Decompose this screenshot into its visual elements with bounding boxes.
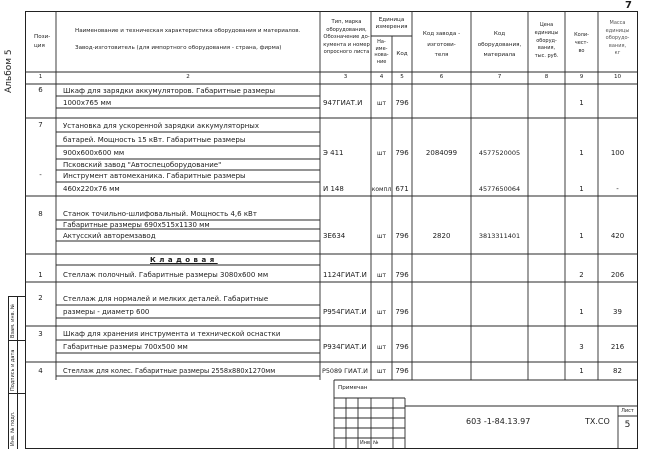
- row-name: Установка для ускоренной зарядки аккумуляторных: [63, 122, 259, 130]
- row-name: Габаритные размеры 690х515х1130 мм: [63, 221, 210, 229]
- corner-mark: 7: [625, 0, 632, 11]
- row-unit: шт: [377, 368, 386, 375]
- row-unit-code: 796: [395, 271, 409, 279]
- row-plant-code: 2084099: [425, 149, 458, 157]
- header-type: Тип, марка оборудования, Обозначение до- кумента и номер опросного листа: [323, 19, 370, 56]
- row-mass: 216: [610, 343, 625, 351]
- row-type: 3Е634: [323, 232, 346, 240]
- album-label: Альбом 5: [4, 49, 14, 93]
- row-position: 1: [38, 271, 43, 279]
- header-price: Цена единицы оборуд- вания, тыс. руб.: [534, 22, 559, 59]
- col-number: 8: [544, 74, 549, 80]
- row-quantity: 1: [579, 149, 584, 157]
- row-mass: 206: [610, 271, 625, 279]
- row-unit-code: 796: [395, 232, 409, 240]
- row-unit-code: 796: [395, 99, 409, 107]
- row-position: 4: [38, 367, 43, 375]
- row-unit-code: 796: [395, 308, 409, 316]
- row-quantity: 1: [579, 308, 584, 316]
- stamp-inv: Инв. № подл.: [10, 411, 16, 446]
- row-name: Станок точильно-шлифовальный. Мощность 4,6 кВт: [63, 210, 257, 218]
- row-unit-code: 671: [395, 185, 409, 193]
- row-type: Р5089 ГИАТ.И: [322, 367, 368, 375]
- header-unit-name: На- име- нова- ние: [374, 39, 389, 65]
- col-number: 6: [439, 74, 444, 80]
- col-number: 1: [38, 74, 43, 80]
- header-plant-code: Код завода - изготови- теля: [422, 31, 461, 59]
- header-name: Наименование и техническая характеристика оборудования и материалов.: [75, 28, 301, 34]
- row-name: Шкаф для хранения инструмента и технической оснастки: [63, 330, 281, 338]
- col-number: 5: [400, 74, 404, 80]
- sheet-label: Лист: [621, 408, 634, 414]
- row-name: Инструмент автомеханика. Габаритные размеры: [63, 172, 246, 180]
- header-unit-code: Код: [396, 51, 408, 57]
- row-mass: 82: [613, 367, 622, 375]
- row-mass: 420: [610, 232, 625, 240]
- row-unit-code: 796: [395, 343, 409, 351]
- row-position: 8: [38, 210, 43, 218]
- row-quantity: 1: [579, 232, 584, 240]
- stamp-replace: Взам. инв. №: [10, 304, 16, 338]
- header-position: Пози- ция: [34, 34, 51, 49]
- row-quantity: 1: [579, 99, 584, 107]
- section-title: Кладовая: [150, 256, 218, 264]
- row-unit-code: 796: [395, 367, 409, 375]
- row-name: 460х220х76 мм: [63, 185, 120, 193]
- row-name: Актусский авторемзавод: [63, 232, 156, 240]
- row-unit: шт: [377, 150, 386, 157]
- row-name: Шкаф для зарядки аккумуляторов. Габаритные размеры: [63, 87, 276, 95]
- col-number: 9: [579, 74, 584, 80]
- row-unit: шт: [377, 272, 386, 279]
- row-type: Р934ГИАТ.И: [323, 343, 367, 351]
- row-name: Псковский завод "Автоспецоборудование": [63, 161, 222, 169]
- row-name: размеры - диаметр 600: [63, 308, 150, 316]
- col-number: 4: [379, 74, 384, 80]
- col-number: 7: [497, 74, 502, 80]
- header-equipment-code: Код оборудования, материала: [477, 31, 522, 59]
- sheet-number: 5: [624, 420, 631, 430]
- row-quantity: 3: [579, 343, 584, 351]
- row-quantity: 1: [579, 367, 584, 375]
- row-name: батарей. Мощность 15 кВт. Габаритные размеры: [63, 136, 246, 144]
- row-position: -: [39, 171, 42, 179]
- row-quantity: 1: [579, 185, 584, 193]
- row-quantity: 2: [579, 271, 584, 279]
- row-unit: шт: [377, 344, 386, 351]
- row-name: Стеллаж полочный. Габаритные размеры 3080х600 мм: [63, 271, 269, 279]
- header-quantity: Коли- чест- во: [574, 32, 589, 54]
- sheet-code: ТХ.СО: [585, 417, 610, 426]
- stamp-sign: Подпись и дата: [10, 349, 16, 391]
- inv-label: Инв. №: [360, 440, 379, 446]
- row-mass: 100: [610, 149, 625, 157]
- row-unit: шт: [377, 100, 386, 107]
- row-type: 1124ГИАТ.И: [323, 271, 367, 279]
- header-unit: Единица измерения: [375, 17, 408, 31]
- row-type: Э 411: [323, 149, 344, 157]
- row-type: Р954ГИАТ.И: [323, 308, 367, 316]
- document-code: 603 -1-84.13.97: [466, 417, 531, 426]
- row-mass: 39: [613, 308, 622, 316]
- row-mass: -: [616, 185, 619, 193]
- row-type: 947ГИАТ.И: [323, 99, 363, 107]
- row-position: 6: [38, 86, 43, 94]
- row-name: 1000х765 мм: [63, 99, 112, 107]
- row-position: 3: [38, 330, 43, 338]
- row-unit: компл: [371, 186, 392, 193]
- row-position: 7: [38, 121, 43, 129]
- row-type: И 148: [323, 185, 344, 193]
- row-unit: шт: [377, 309, 386, 316]
- col-number: 3: [343, 74, 348, 80]
- row-name: 900х600х600 мм: [63, 149, 125, 157]
- header-plant: Завод-изготовитель (для импортного оборудования - страна, фирма): [75, 45, 282, 51]
- row-name: Стеллаж для нормалей и мелких деталей. Габаритные: [63, 295, 269, 303]
- row-unit-code: 796: [395, 149, 409, 157]
- row-equipment-code: 4577520005: [478, 149, 521, 157]
- notes-label: Примечан: [338, 385, 368, 391]
- row-name: Габаритные размеры 700х500 мм: [63, 343, 188, 351]
- row-unit: шт: [377, 233, 386, 240]
- row-plant-code: 2820: [432, 232, 451, 240]
- col-number: 10: [613, 74, 622, 80]
- row-name: Стеллаж для колес. Габаритные размеры 2558х880х1270мм: [63, 367, 276, 375]
- header-mass: Масса единицы оборудо- вания, кг: [605, 20, 630, 56]
- col-number: 2: [186, 74, 190, 80]
- row-equipment-code: 3813311401: [478, 232, 521, 240]
- row-position: 2: [38, 294, 43, 302]
- row-equipment-code: 4577650064: [478, 185, 521, 193]
